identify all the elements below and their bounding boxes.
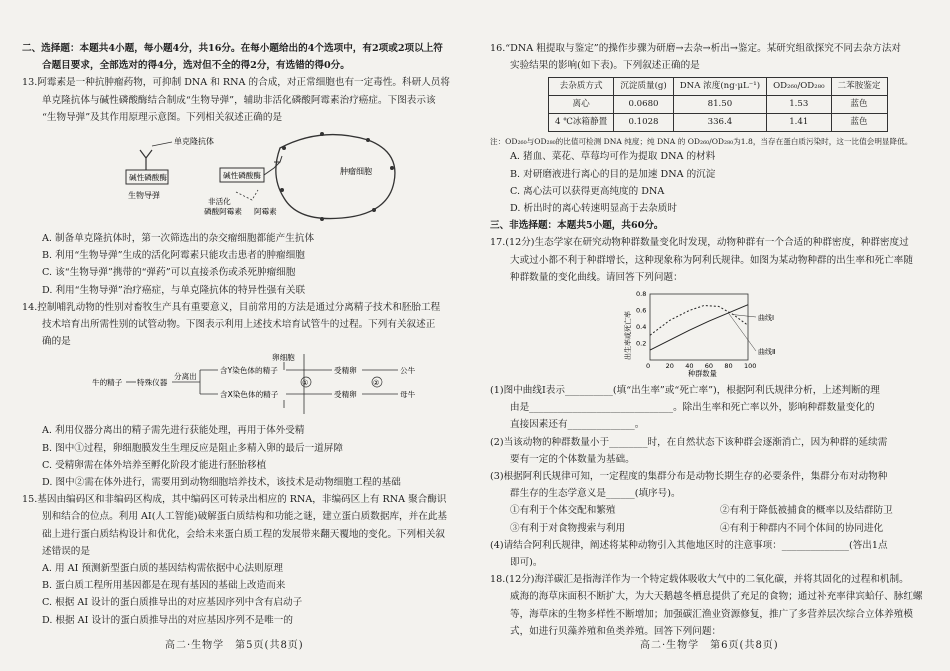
q17-part2-1: (2)当该动物的种群数量小于________时，在自然状态下该种群会逐渐消亡，因为种群的延续需 (490, 436, 888, 448)
q14-label-fert-2: 受精卵 (334, 390, 357, 400)
q14-option-d: D. 图中②需在体外进行，需要用到动物细胞培养技术，该技术是动物细胞工程的基础 (42, 477, 401, 489)
q17-series-label: 曲线Ⅰ (758, 314, 775, 323)
q17-xlabel: 种群数量 (688, 369, 717, 379)
q17-part2-2: 要有一定的个体数量为基础。 (510, 453, 635, 465)
q16-note: 注：OD₂₆₀与OD₂₈₀的比值可检测 DNA 纯度；纯 DNA 的 OD₂₆₀/OD₂₈₀为1.8，当存在蛋白质污染时，这一比值会明显降低。 (490, 137, 913, 147)
q15-stem-4: 述错误的是 (42, 545, 90, 557)
q13-label-tumor: 肿瘤细胞 (340, 167, 372, 177)
q17-choice-row-1 (490, 502, 930, 519)
q17-chart (490, 288, 930, 378)
table-row (549, 96, 888, 114)
q16-th-4: 二苯胺鉴定 (831, 78, 887, 96)
q16-option-a: A. 猪血、菜花、草莓均可作为提取 DNA 的材料 (510, 151, 716, 163)
q14-option-a: A. 利用仪器分离出的精子需先进行获能处理，再用于体外受精 (42, 425, 305, 437)
q17-choice-4: ④有利于种群内不同个体间的协同进化 (720, 522, 884, 534)
q17-y-tick-label: 0.4 (636, 323, 647, 332)
q13-label-antibody: 单克隆抗体 (174, 137, 214, 147)
q17-x-tick-label: 60 (704, 362, 714, 371)
q14-label-source: 牛的精子 (92, 378, 123, 388)
q17-part1-1: (1)图中曲线Ⅰ表示__________(填“出生率”或“死亡率”)，根据阿利氏规律分析，上述判断的理 (490, 385, 880, 397)
q16-cell: 蓝色 (831, 114, 887, 132)
q17-choice-3: ③有利于对食物搜索与利用 (510, 522, 626, 534)
q16-th-0: 去杂质方式 (549, 78, 614, 96)
q16-cell: 1.53 (767, 96, 831, 114)
q13-stem-1: 13.阿霉素是一种抗肿瘤药物，可抑制 DNA 和 RNA 的合成，对正常细胞也有一定毒性。科研人员将 (22, 77, 450, 89)
q14-label-male: 公牛 (400, 366, 416, 376)
q14-option-b: B. 图中①过程，卵细胞膜发生生理反应是阻止多精入卵的最后一道屏障 (42, 442, 343, 454)
q18-stem-1: 18.(12分)海洋碳汇是指海洋作为一个特定载体吸收大气中的二氧化碳，并将其固化的过程和机制。 (490, 574, 909, 586)
footer-right: 高二·生物学 第6页(共8页) (640, 640, 779, 651)
q17-plot-frame (650, 294, 748, 360)
q17-x-tick-label: 40 (685, 362, 694, 371)
section2-line1: 二、选择题：本题共4小题，每小题4分，共16分。在每小题给出的4个选项中，有2项或2项以上符 (22, 43, 443, 54)
q17-ylabel: 出生率或死亡率 (624, 311, 632, 361)
q16-option-c: C. 离心法可以获得更高纯度的 DNA (510, 185, 665, 197)
q14-label-female: 母牛 (400, 390, 416, 400)
q15-stem-2: 别和结合的位点。利用 AI(人工智能)破解蛋白质结构和功能之谜，建立蛋白质数据库，并在此基 (42, 511, 448, 523)
q14-label-step2: ② (373, 379, 380, 388)
q13-label-missile: 生物导弹 (128, 191, 160, 201)
q16-stem-1: 16.“DNA 粗提取与鉴定”的操作步骤为研磨→去杂→析出→鉴定。某研究组欲探究不同去杂方法对 (490, 43, 902, 54)
q14-stem-1: 14.控制哺乳动物的性别对畜牧生产具有重要意义，目前常用的方法是通过分离精子技术和胚胎工程 (22, 301, 441, 313)
q16-th-1: 沉淀质量(g) (614, 78, 674, 96)
q18-stem-4: 式，如进行贝藻养殖和鱼类养殖。回答下列问题： (510, 625, 722, 637)
q18-stem-3: 等，海草床的生物多样性不断增加；加强碳汇渔业资源修复，推广了多营养层次综合立体养殖模 (510, 608, 913, 620)
q17-stem-2: 大或过小都不利于种群增长，这种现象称为阿利氏规律。如图为某动物种群的出生率和死亡率随 (510, 254, 913, 266)
q13-figure (22, 128, 452, 226)
q13-label-inactive-2: 磷酸阿霉素 (204, 207, 242, 217)
q15-option-c: C. 根据 AI 设计的蛋白质推导出的对应基因序列中含有启动子 (42, 597, 303, 609)
q13-label-inactive-1: 非活化 (208, 197, 231, 207)
q17-stem-3: 种群数量的变化曲线。请回答下列问题： (510, 271, 683, 283)
q13-label-enzyme2: 碱性磷酸酶 (223, 171, 261, 181)
q17-part3-1: (3)根据阿利氏规律可知，一定程度的集群分布是动物长期生存的必要条件，集群分布对动物种 (490, 471, 888, 483)
q16-cell: 336.4 (673, 114, 766, 132)
q13-stem-3: “生物导弹”及其作用原理示意图。下列相关叙述正确的是 (42, 111, 283, 123)
right-column (490, 40, 930, 640)
q17-series-label: 曲线Ⅱ (758, 348, 776, 357)
q17-x-tick-label: 0 (646, 362, 651, 371)
q17-x-tick-label: 80 (724, 362, 733, 371)
q17-choice-1: ①有利于个体交配和繁殖 (510, 505, 616, 517)
q17-part4-2: 即可)。 (510, 557, 543, 569)
q13-label-active: 阿霉素 (254, 207, 277, 217)
q17-stem-1: 17.(12分)生态学家在研究动物种群数量变化时发现，动物种群有一个合适的种群密度，种群密度过 (490, 237, 909, 249)
q16-th-3: OD₂₆₀/OD₂₈₀ (767, 78, 831, 96)
q16-th-2: DNA 浓度(ng·μL⁻¹) (673, 78, 766, 96)
q17-part1-3: 直接因素还有______________。 (510, 419, 645, 431)
q16-option-d: D. 析出时的离心转速明显高于去杂质时 (510, 203, 677, 215)
q15-option-a: A. 用 AI 预测新型蛋白质的基因结构需依据中心法则原理 (42, 563, 283, 575)
q17-part4-1: (4)请结合阿利氏规律，阐述将某种动物引入其他地区时的注意事项：______________(答出1点 (490, 539, 888, 551)
q17-y-tick-label: 0.6 (636, 306, 647, 315)
q16-cell: 0.1028 (614, 114, 674, 132)
q13-option-d: D. 利用“生物导弹”治疗癌症，与单克隆抗体的特异性强有关联 (42, 284, 306, 296)
q14-label-x-sperm: 含X染色体的精子 (220, 390, 279, 400)
q16-cell: 蓝色 (831, 96, 887, 114)
q16-table (548, 77, 888, 132)
q14-stem-3: 确的是 (42, 336, 71, 348)
q16-cell: 81.50 (673, 96, 766, 114)
section3-header: 三、非选择题：本题共5小题，共60分。 (490, 220, 664, 232)
q14-label-step1: ① (302, 379, 309, 388)
q14-label-y-sperm: 含Y染色体的精子 (220, 366, 278, 376)
q13-option-c: C. 该“生物导弹”携带的“弹药”可以直接杀伤或杀死肿瘤细胞 (42, 267, 296, 279)
q13-option-a: A. 制备单克隆抗体时，第一次筛选出的杂交瘤细胞都能产生抗体 (42, 233, 315, 245)
q14-figure (22, 352, 452, 418)
q16-cell: 1.41 (767, 114, 831, 132)
q13-stem-2: 单克隆抗体与碱性磷酸酶结合制成“生物导弹”，辅助非活化磷酸阿霉素治疗癌症。下图表示该 (42, 94, 436, 106)
q13-option-b: B. 利用“生物导弹”生成的活化阿霉素只能攻击患者的肿瘤细胞 (42, 250, 305, 262)
q17-series-line (650, 305, 748, 350)
q13-diagram (22, 128, 452, 226)
q14-label-instrument: 特殊仪器 (137, 378, 168, 388)
q17-part1-2: 由是______________________________。除出生率和死亡率以外，影响种群数量变化的 (510, 402, 875, 414)
q14-option-c: C. 受精卵需在体外培养至孵化阶段才能进行胚胎移植 (42, 459, 267, 471)
q16-option-b: B. 对研磨液进行离心的目的是加速 DNA 的沉淀 (510, 168, 716, 180)
q16-stem-2: 实验结果的影响(如下表)。下列叙述正确的是 (510, 60, 700, 72)
q17-y-tick-label: 0.2 (636, 339, 647, 348)
q14-label-egg: 卵细胞 (272, 353, 295, 363)
q13-label-enzyme: 碱性磷酸酶 (129, 173, 167, 183)
q16-cell: 4 ℃冰箱静置 (549, 114, 614, 132)
q14-label-separate: 分离出 (174, 372, 197, 382)
q17-series-leader (728, 313, 756, 351)
q15-stem-3: 础上进行蛋白质结构设计和优化，会给未来蛋白质工程的发展带来翻天覆地的变化。下列相关叙 (42, 528, 445, 540)
q15-option-b: B. 蛋白质工程所用基因都是在现有基因的基础上改造而来 (42, 580, 286, 592)
q14-stem-2: 技术培育出所需性别的试管动物。下图表示利用上述技术培育试管牛的过程。下列有关叙述正 (42, 319, 436, 331)
q16-cell: 0.0680 (614, 96, 674, 114)
q15-stem-1: 15.基因由编码区和非编码区构成，其中编码区可转录出相应的 RNA，非编码区上有 RNA 聚合酶识 (22, 494, 447, 506)
table-row (549, 114, 888, 132)
q17-choice-row-2 (490, 520, 930, 537)
section2-line2: 合题目要求，全部选对的得4分，选对但不全的得2分，有选错的得0分。 (42, 60, 350, 72)
q15-option-d: D. 根据 AI 设计的蛋白质推导出的对应基因序列不是唯一的 (42, 614, 293, 626)
q17-choice-2: ②有利于降低被捕食的概率以及结群防卫 (720, 505, 893, 517)
q14-diagram (22, 352, 452, 418)
q17-part3-2: 群生存的生态学意义是______(填序号)。 (510, 488, 681, 500)
q16-cell: 离心 (549, 96, 614, 114)
q17-chart-svg (490, 288, 930, 378)
q17-x-tick-label: 20 (665, 362, 674, 371)
q14-label-fert-1: 受精卵 (334, 366, 357, 376)
q18-stem-2: 威海的海草床面积不断扩大，为大天鹅越冬栖息提供了充足的食物；通过补充率律宾蛤仔、脉红螺 (510, 591, 923, 603)
left-column (22, 40, 452, 629)
q17-y-tick-label: 0.8 (636, 290, 647, 299)
footer-left: 高二·生物学 第5页(共8页) (165, 640, 304, 651)
q17-x-tick-label: 100 (744, 362, 757, 371)
q17-series-line (650, 306, 748, 336)
